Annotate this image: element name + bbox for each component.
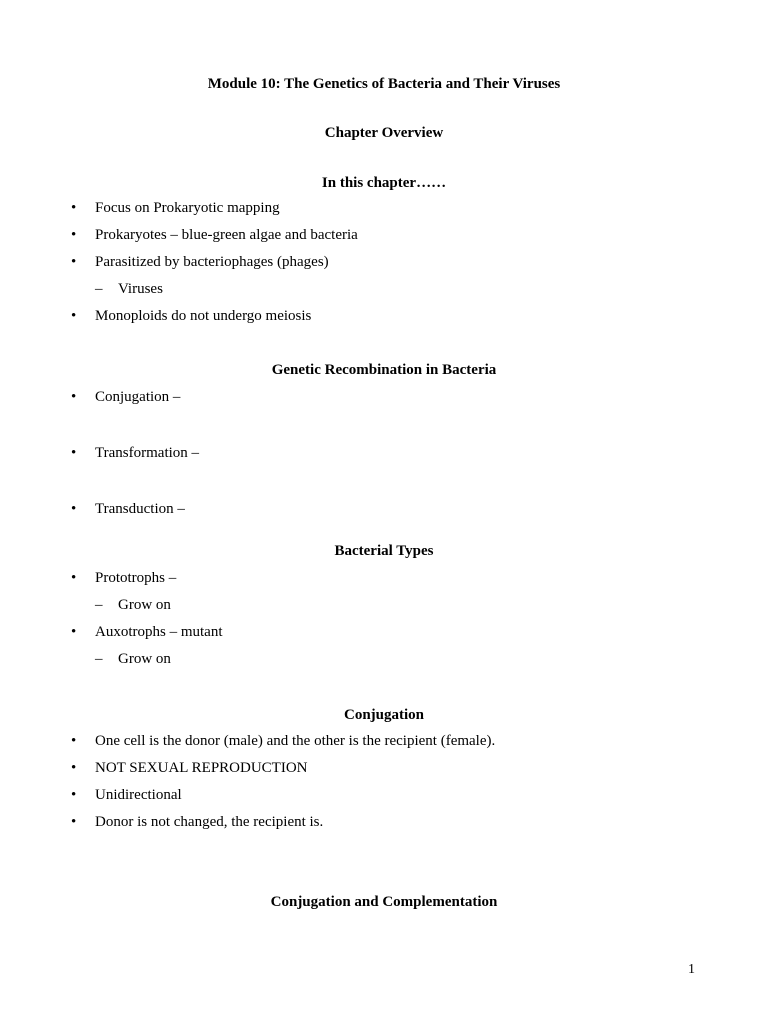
recombination-heading: Genetic Recombination in Bacteria bbox=[271, 362, 497, 378]
list-item-text: Auxotrophs – mutant bbox=[95, 624, 223, 640]
list-item bbox=[0, 623, 768, 641]
bullet-icon: • bbox=[71, 445, 77, 461]
list-item-text: Transformation – bbox=[95, 445, 200, 461]
bullet-icon: • bbox=[71, 814, 77, 830]
list-item-text: Conjugation – bbox=[95, 389, 181, 405]
bullet-icon: • bbox=[71, 254, 77, 270]
sub-list-item-text: Grow on bbox=[118, 597, 171, 613]
sub-list-item bbox=[0, 280, 768, 298]
list-item-text: Monoploids do not undergo meiosis bbox=[95, 308, 312, 324]
list-item bbox=[0, 444, 768, 462]
list-item-text: Donor is not changed, the recipient is. bbox=[95, 814, 324, 830]
list-item bbox=[0, 786, 768, 804]
list-item bbox=[0, 759, 768, 777]
list-item-text: One cell is the donor (male) and the other is the recipient (female). bbox=[95, 733, 496, 749]
list-item-text: Prokaryotes – blue-green algae and bacteria bbox=[95, 227, 358, 243]
bullet-icon: • bbox=[71, 624, 77, 640]
list-item bbox=[0, 500, 768, 518]
bullet-icon: • bbox=[71, 733, 77, 749]
list-item bbox=[0, 307, 768, 325]
list-item bbox=[0, 813, 768, 831]
document-title: Module 10: The Genetics of Bacteria and Their Viruses bbox=[207, 76, 561, 92]
list-item-text: Parasitized by bacteriophages (phages) bbox=[95, 254, 329, 270]
bullet-icon: • bbox=[71, 389, 77, 405]
list-item bbox=[0, 388, 768, 406]
list-item-text: Transduction – bbox=[95, 501, 185, 517]
conjugation-heading: Conjugation bbox=[343, 707, 425, 723]
sub-list-item-text: Viruses bbox=[118, 281, 163, 297]
bullet-icon: • bbox=[71, 787, 77, 803]
list-item bbox=[0, 199, 768, 217]
bullet-icon: • bbox=[71, 760, 77, 776]
intro-heading: In this chapter…… bbox=[321, 175, 447, 191]
list-item-text: Prototrophs – bbox=[95, 570, 177, 586]
list-item bbox=[0, 732, 768, 750]
dash-icon: – bbox=[95, 597, 103, 613]
bullet-icon: • bbox=[71, 501, 77, 517]
dash-icon: – bbox=[95, 651, 103, 667]
page-number: 1 bbox=[688, 962, 695, 977]
list-item bbox=[0, 253, 768, 271]
bullet-icon: • bbox=[71, 227, 77, 243]
sub-list-item bbox=[0, 596, 768, 614]
list-item-text: NOT SEXUAL REPRODUCTION bbox=[95, 760, 308, 776]
complementation-heading: Conjugation and Complementation bbox=[270, 894, 498, 910]
list-item bbox=[0, 226, 768, 244]
chapter-overview-heading: Chapter Overview bbox=[324, 125, 444, 141]
bullet-icon: • bbox=[71, 570, 77, 586]
dash-icon: – bbox=[95, 281, 103, 297]
bullet-icon: • bbox=[71, 308, 77, 324]
sub-list-item bbox=[0, 650, 768, 668]
sub-list-item-text: Grow on bbox=[118, 651, 171, 667]
list-item-text: Focus on Prokaryotic mapping bbox=[95, 200, 280, 216]
list-item bbox=[0, 569, 768, 587]
list-item-text: Unidirectional bbox=[95, 787, 182, 803]
bullet-icon: • bbox=[71, 200, 77, 216]
bacterial-types-heading: Bacterial Types bbox=[334, 543, 434, 559]
